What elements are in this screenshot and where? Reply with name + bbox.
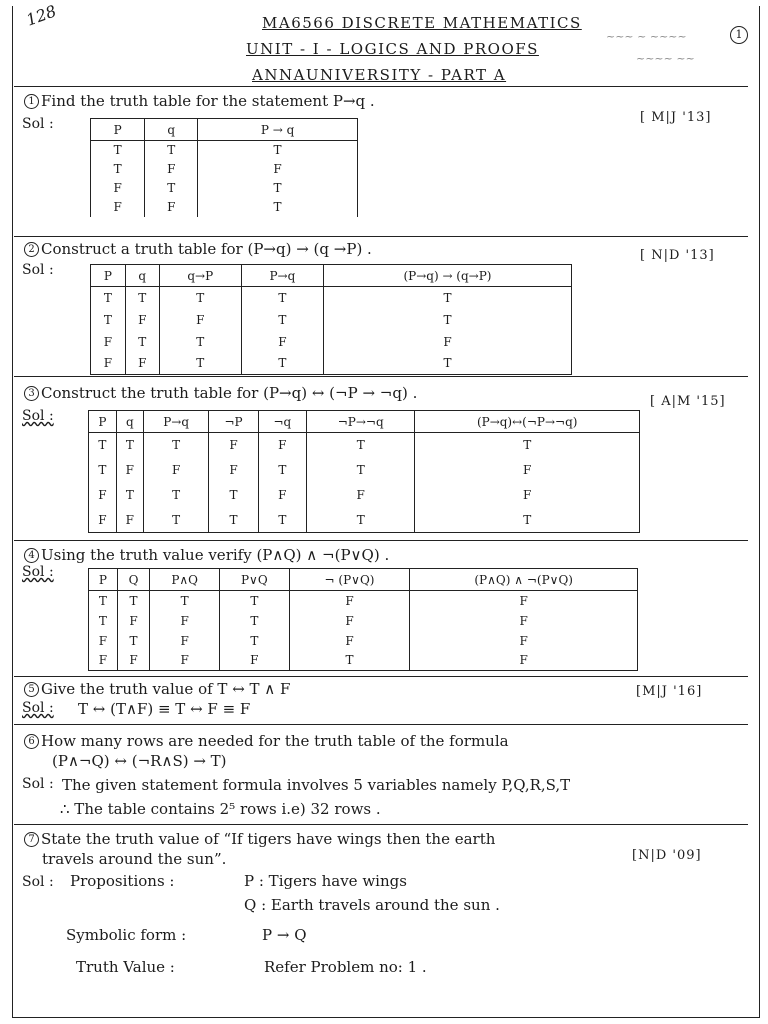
table-header-cell: P — [89, 569, 118, 591]
table-cell: T — [415, 433, 640, 458]
answer-6-line1: The given statement formula involves 5 variables namely P,Q,R,S,T — [62, 776, 571, 794]
table-cell: F — [117, 651, 150, 671]
table-cell: T — [159, 287, 241, 309]
truth-table-3 — [88, 410, 640, 533]
table-cell: T — [125, 287, 159, 309]
table-cell: T — [209, 508, 258, 533]
sol-label-4: Sol : — [22, 564, 54, 580]
table-header-row — [89, 411, 640, 433]
table-header-cell: q — [116, 411, 143, 433]
table-row — [89, 483, 640, 508]
truth-table-4 — [88, 568, 638, 671]
table-cell: F — [209, 433, 258, 458]
table-cell: F — [159, 309, 241, 331]
table-cell: T — [89, 611, 118, 631]
table-cell: F — [307, 483, 415, 508]
table-row — [89, 433, 640, 458]
sol-label-2: Sol : — [22, 262, 54, 278]
table-cell: T — [307, 508, 415, 533]
table-row — [89, 651, 638, 671]
formula-6: (P∧¬Q) ↔ (¬R∧S) → T) — [52, 752, 227, 770]
table-cell: T — [89, 591, 118, 611]
table-cell: T — [323, 353, 571, 375]
table-header-row — [91, 119, 358, 141]
table-row — [91, 179, 358, 198]
stamp-scribble: ~~~~ ~~ — [636, 52, 695, 65]
table-cell: F — [415, 458, 640, 483]
table-cell: F — [289, 591, 410, 611]
sol-label-7: Sol : — [22, 874, 54, 890]
table-header-cell: P — [91, 119, 145, 141]
table-cell: F — [410, 591, 638, 611]
table-cell: T — [117, 591, 150, 611]
table-header-row — [91, 265, 572, 287]
table-cell: T — [307, 433, 415, 458]
table-row — [91, 309, 572, 331]
table-cell: T — [241, 287, 323, 309]
table-cell: T — [241, 309, 323, 331]
table-header-cell: q→P — [159, 265, 241, 287]
exam-ref-1: [ M|J '13] — [640, 110, 712, 125]
table-cell: T — [198, 141, 358, 160]
table-cell: F — [91, 353, 126, 375]
table-cell: T — [91, 287, 126, 309]
table-cell: T — [91, 141, 145, 160]
table-header-cell: P → q — [198, 119, 358, 141]
table-header-cell: (P∧Q) ∧ ¬(P∨Q) — [410, 569, 638, 591]
question-section-1 — [14, 86, 748, 87]
corner-mark: 128 — [23, 1, 59, 30]
table-cell: F — [150, 611, 220, 631]
sol-label-3: Sol : — [22, 408, 54, 424]
table-row — [91, 287, 572, 309]
answer-6-line2: ∴ The table contains 2⁵ rows i.e) 32 rows . — [60, 800, 381, 818]
table-cell: F — [220, 651, 290, 671]
table-header-row — [89, 569, 638, 591]
table-cell: T — [159, 353, 241, 375]
table-cell: F — [410, 631, 638, 651]
symbolic-form-value: P → Q — [262, 926, 307, 944]
table-cell: F — [117, 611, 150, 631]
exam-ref-7: [N|D '09] — [632, 848, 702, 863]
table-row — [89, 591, 638, 611]
header-course: MA6566 DISCRETE MATHEMATICS — [262, 14, 582, 32]
question-section-4 — [14, 540, 748, 541]
proposition-q: Q : Earth travels around the sun . — [244, 896, 500, 914]
question-section-3 — [14, 376, 748, 377]
table-row — [91, 141, 358, 160]
table-header-cell: q — [125, 265, 159, 287]
table-row — [89, 631, 638, 651]
table-cell: F — [91, 198, 145, 217]
table-cell: F — [89, 631, 118, 651]
table-header-cell: P∨Q — [220, 569, 290, 591]
question-3: 3 Construct the truth table for (P→q) ↔ (¬P → ¬q) . — [24, 384, 417, 402]
table-cell: F — [150, 651, 220, 671]
sol-label-5: Sol : — [22, 700, 54, 716]
table-header-cell: ¬ (P∨Q) — [289, 569, 410, 591]
page-number: 1 — [730, 26, 748, 44]
truth-value-label: Truth Value : — [76, 958, 175, 976]
sol-label-6: Sol : — [22, 776, 54, 792]
table-cell: F — [289, 631, 410, 651]
table-cell: F — [258, 433, 306, 458]
table-cell: T — [89, 458, 117, 483]
table-cell: T — [220, 591, 290, 611]
answer-5: T ↔ (T∧F) ≡ T ↔ F ≡ F — [78, 700, 251, 718]
table-cell: T — [198, 198, 358, 217]
question-7: 7 State the truth value of “If tigers have wings then the earth — [24, 830, 495, 848]
table-header-cell: ¬q — [258, 411, 306, 433]
table-row — [91, 353, 572, 375]
question-5: 5 Give the truth value of T ↔ T ∧ F — [24, 680, 290, 698]
table-header-cell: P→q — [241, 265, 323, 287]
truth-table-2 — [90, 264, 572, 375]
header-unit: UNIT - I - LOGICS AND PROOFS — [246, 40, 539, 58]
question-6: 6 How many rows are needed for the truth table of the formula — [24, 732, 509, 750]
question-2: 2 Construct a truth table for (P→q) → (q →P) . — [24, 240, 372, 258]
table-header-cell: P — [91, 265, 126, 287]
table-cell: T — [220, 611, 290, 631]
proposition-p: P : Tigers have wings — [244, 872, 407, 890]
table-header-cell: ¬P — [209, 411, 258, 433]
table-cell: T — [117, 631, 150, 651]
table-cell: T — [145, 179, 198, 198]
table-header-cell: (P→q) → (q→P) — [323, 265, 571, 287]
table-cell: T — [241, 353, 323, 375]
propositions-label: Propositions : — [70, 872, 175, 890]
table-row — [91, 160, 358, 179]
table-cell: F — [241, 331, 323, 353]
question-section-5 — [14, 676, 748, 677]
stamp-scribble: ~~~ ~ ~~~~ — [606, 30, 687, 43]
table-cell: F — [323, 331, 571, 353]
table-cell: T — [198, 179, 358, 198]
table-row — [91, 331, 572, 353]
table-cell: F — [258, 483, 306, 508]
question-4: 4 Using the truth value verify (P∧Q) ∧ ¬(P∨Q) . — [24, 546, 389, 564]
table-header-cell: ¬P→¬q — [307, 411, 415, 433]
header-part: ANNAUNIVERSITY - PART A — [252, 66, 507, 84]
table-cell: F — [116, 508, 143, 533]
table-cell: F — [410, 611, 638, 631]
table-cell: T — [159, 331, 241, 353]
table-row — [89, 611, 638, 631]
table-cell: T — [209, 483, 258, 508]
table-header-cell: (P→q)↔(¬P→¬q) — [415, 411, 640, 433]
table-cell: T — [145, 141, 198, 160]
table-cell: T — [143, 433, 209, 458]
table-row — [89, 508, 640, 533]
question-section-2 — [14, 236, 748, 237]
exam-ref-5: [M|J '16] — [636, 684, 703, 699]
exam-ref-2: [ N|D '13] — [640, 248, 715, 263]
table-cell: F — [209, 458, 258, 483]
table-cell: F — [143, 458, 209, 483]
table-header-cell: q — [145, 119, 198, 141]
table-header-cell: Q — [117, 569, 150, 591]
table-cell: T — [125, 331, 159, 353]
symbolic-form-label: Symbolic form : — [66, 926, 187, 944]
table-cell: F — [91, 179, 145, 198]
table-cell: F — [125, 353, 159, 375]
table-cell: F — [125, 309, 159, 331]
table-cell: T — [307, 458, 415, 483]
table-cell: F — [89, 651, 118, 671]
table-cell: F — [91, 331, 126, 353]
table-cell: T — [116, 483, 143, 508]
question-7-line2: travels around the sun”. — [42, 850, 227, 868]
table-header-cell: P — [89, 411, 117, 433]
truth-table-1 — [90, 118, 358, 217]
truth-value-value: Refer Problem no: 1 . — [264, 958, 427, 976]
table-cell: F — [289, 611, 410, 631]
question-section-7 — [14, 824, 748, 825]
table-cell: T — [143, 483, 209, 508]
table-cell: F — [415, 483, 640, 508]
table-cell: T — [91, 309, 126, 331]
table-cell: T — [143, 508, 209, 533]
table-cell: T — [415, 508, 640, 533]
table-cell: T — [289, 651, 410, 671]
table-cell: F — [89, 508, 117, 533]
sol-label-1: Sol : — [22, 116, 54, 132]
question-1: 1 Find the truth table for the statement P→q . — [24, 92, 375, 110]
table-cell: F — [89, 483, 117, 508]
table-cell: F — [116, 458, 143, 483]
table-header-cell: P→q — [143, 411, 209, 433]
table-cell: T — [323, 309, 571, 331]
table-cell: T — [220, 631, 290, 651]
table-cell: T — [258, 458, 306, 483]
table-cell: T — [258, 508, 306, 533]
table-header-cell: P∧Q — [150, 569, 220, 591]
table-cell: F — [198, 160, 358, 179]
table-cell: F — [150, 631, 220, 651]
table-cell: T — [323, 287, 571, 309]
table-cell: F — [410, 651, 638, 671]
table-cell: F — [145, 160, 198, 179]
table-cell: T — [116, 433, 143, 458]
table-cell: T — [91, 160, 145, 179]
table-row — [91, 198, 358, 217]
table-cell: F — [145, 198, 198, 217]
exam-ref-3: [ A|M '15] — [650, 394, 726, 409]
table-row — [89, 458, 640, 483]
question-section-6 — [14, 724, 748, 725]
table-cell: T — [150, 591, 220, 611]
table-cell: T — [89, 433, 117, 458]
